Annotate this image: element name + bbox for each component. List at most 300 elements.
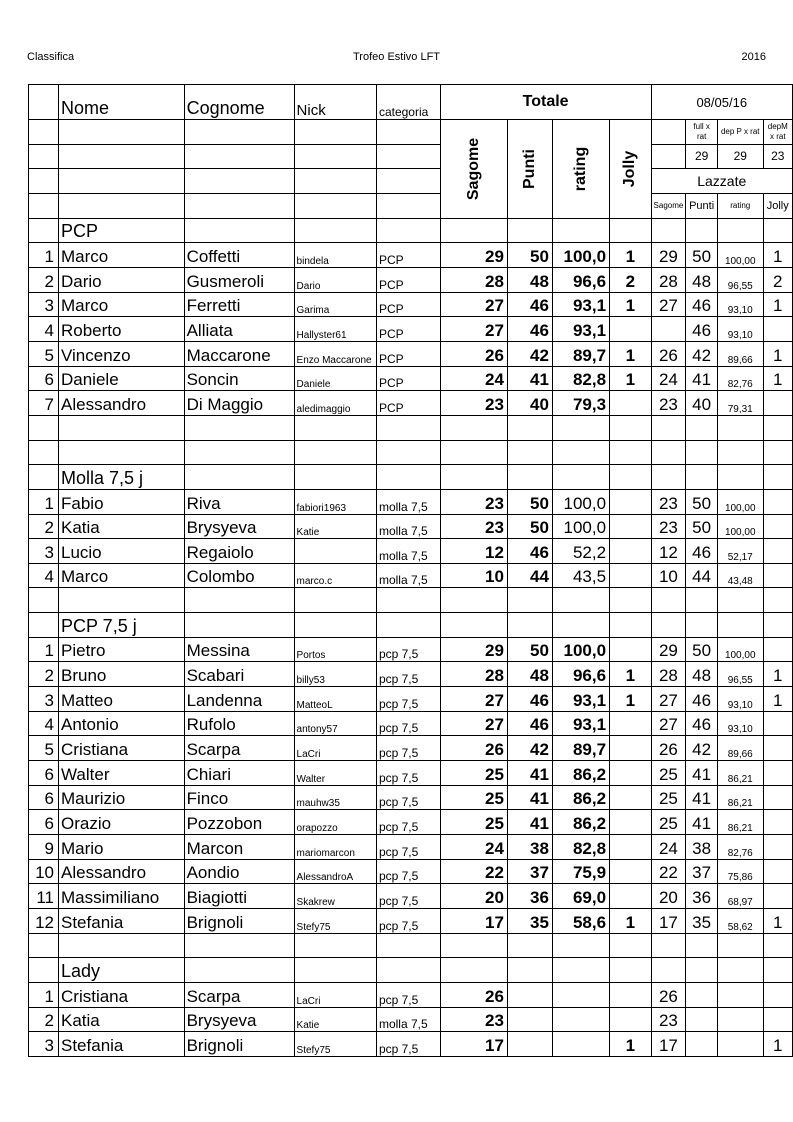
nick-cell: Stefy75 (294, 909, 376, 934)
sagome-cell: 29 (440, 637, 507, 662)
first-name-cell: Stefania (59, 1032, 185, 1057)
sub-punti: Punti (686, 193, 718, 218)
rating-cell: 96,6 (552, 662, 609, 687)
rating-cell: 100,0 (552, 514, 609, 539)
event-sagome-cell: 27 (651, 687, 686, 712)
event-rating-cell: 89,66 (717, 341, 763, 366)
empty-cell (294, 588, 376, 613)
event-rating-cell: 100,00 (717, 243, 763, 268)
event-sagome-cell: 23 (651, 514, 686, 539)
event-punti-cell (686, 982, 718, 1007)
punti-cell: 46 (507, 317, 552, 342)
first-name-cell: Massimiliano (59, 884, 185, 909)
empty-cell (651, 415, 686, 440)
event-jolly-cell (763, 563, 792, 588)
event-rating-cell: 82,76 (717, 366, 763, 391)
sagome-cell: 28 (440, 662, 507, 687)
jolly-cell (610, 859, 651, 884)
first-name-cell: Walter (59, 761, 185, 786)
first-name-cell: Katia (59, 1007, 185, 1032)
event-sagome-cell: 26 (651, 341, 686, 366)
max-depp: 29 (717, 144, 763, 169)
last-name-cell: Scarpa (184, 982, 294, 1007)
sagome-cell: 26 (440, 341, 507, 366)
jolly-cell (610, 785, 651, 810)
punti-cell: 37 (507, 859, 552, 884)
col-categoria: categoria (376, 85, 440, 120)
category-cell: pcp 7,5 (376, 810, 440, 835)
first-name-cell: Vincenzo (59, 341, 185, 366)
event-sagome-cell: 23 (651, 1007, 686, 1032)
rank-cell: 6 (29, 810, 59, 835)
sub-jolly: Jolly (763, 193, 792, 218)
table-row (29, 884, 793, 909)
empty-cell (59, 933, 185, 958)
sagome-cell: 23 (440, 514, 507, 539)
event-jolly-cell: 1 (763, 292, 792, 317)
rating-cell: 93,1 (552, 292, 609, 317)
header-row-4 (29, 169, 793, 194)
empty-cell (610, 218, 651, 243)
last-name-cell: Marcon (184, 835, 294, 860)
empty-cell (651, 613, 686, 638)
punti-cell: 41 (507, 761, 552, 786)
empty-cell (552, 588, 609, 613)
table-row (29, 341, 793, 366)
empty-cell (763, 440, 792, 465)
nick-cell: LaCri (294, 982, 376, 1007)
event-punti-cell: 48 (686, 662, 718, 687)
table-row (29, 711, 793, 736)
empty-cell (184, 613, 294, 638)
first-name-cell: Stefania (59, 909, 185, 934)
nick-cell: Katie (294, 1007, 376, 1032)
empty-cell (717, 218, 763, 243)
event-rating-cell: 93,10 (717, 292, 763, 317)
event-punti-cell: 44 (686, 563, 718, 588)
sagome-cell: 23 (440, 1007, 507, 1032)
empty-cell (440, 218, 507, 243)
first-name-cell: Marco (59, 563, 185, 588)
jolly-cell: 1 (610, 662, 651, 687)
table-row (29, 317, 793, 342)
last-name-cell: Scarpa (184, 736, 294, 761)
table-row (29, 810, 793, 835)
sagome-cell: 28 (440, 267, 507, 292)
blank-row (29, 588, 793, 613)
last-name-cell: Scabari (184, 662, 294, 687)
category-cell: pcp 7,5 (376, 736, 440, 761)
empty-cell (610, 933, 651, 958)
event-jolly-cell (763, 514, 792, 539)
table-row (29, 736, 793, 761)
jolly-cell (610, 563, 651, 588)
rank-cell: 2 (29, 1007, 59, 1032)
rating-cell (552, 982, 609, 1007)
punti-cell: 46 (507, 687, 552, 712)
event-jolly-cell: 1 (763, 366, 792, 391)
last-name-cell: Landenna (184, 687, 294, 712)
first-name-cell: Cristiana (59, 736, 185, 761)
first-name-cell: Maurizio (59, 785, 185, 810)
jolly-cell (610, 1007, 651, 1032)
rating-cell: 100,0 (552, 243, 609, 268)
event-sagome-cell: 25 (651, 761, 686, 786)
table-row (29, 563, 793, 588)
event-jolly-cell: 1 (763, 662, 792, 687)
first-name-cell: Dario (59, 267, 185, 292)
last-name-cell: Gusmeroli (184, 267, 294, 292)
event-jolly-cell: 1 (763, 1032, 792, 1057)
last-name-cell: Regaiolo (184, 539, 294, 564)
category-cell: PCP (376, 267, 440, 292)
nick-cell: fabiori1963 (294, 489, 376, 514)
event-punti-cell: 41 (686, 785, 718, 810)
event-punti-cell: 36 (686, 884, 718, 909)
jolly-cell: 1 (610, 292, 651, 317)
empty-cell (763, 588, 792, 613)
sagome-cell: 10 (440, 563, 507, 588)
last-name-cell: Rufolo (184, 711, 294, 736)
event-punti-cell: 35 (686, 909, 718, 934)
page-label: Classifica (27, 51, 75, 63)
nick-cell: Walter (294, 761, 376, 786)
punti-cell: 46 (507, 539, 552, 564)
section-title-row (29, 465, 793, 490)
empty-cell (507, 465, 552, 490)
empty-cell (610, 588, 651, 613)
jolly-cell: 1 (610, 1032, 651, 1057)
event-sagome-cell (651, 317, 686, 342)
nick-cell: Hallyster61 (294, 317, 376, 342)
first-name-cell: Marco (59, 292, 185, 317)
event-rating-cell: 43,48 (717, 563, 763, 588)
rating-cell (552, 1007, 609, 1032)
jolly-cell (610, 317, 651, 342)
rank-cell: 2 (29, 267, 59, 292)
empty-cell (610, 613, 651, 638)
event-rating-cell (717, 1007, 763, 1032)
last-name-cell: Coffetti (184, 243, 294, 268)
event-rating-cell: 82,76 (717, 835, 763, 860)
punti-cell: 41 (507, 366, 552, 391)
category-cell: pcp 7,5 (376, 637, 440, 662)
punti-cell (507, 1007, 552, 1032)
rank-cell: 6 (29, 761, 59, 786)
first-name-cell: Mario (59, 835, 185, 860)
event-jolly-cell (763, 982, 792, 1007)
nick-cell: MatteoL (294, 687, 376, 712)
rating-cell: 58,6 (552, 909, 609, 934)
ranking-table (28, 84, 793, 1057)
empty-cell (507, 588, 552, 613)
last-name-cell: Di Maggio (184, 391, 294, 416)
category-cell: pcp 7,5 (376, 711, 440, 736)
sagome-cell: 12 (440, 539, 507, 564)
empty-cell (717, 465, 763, 490)
event-rating-cell: 93,10 (717, 687, 763, 712)
col-totale: Totale (440, 85, 651, 120)
nick-cell: billy53 (294, 662, 376, 687)
category-cell: PCP (376, 292, 440, 317)
first-name-cell: Daniele (59, 366, 185, 391)
event-sagome-cell: 27 (651, 711, 686, 736)
document-title: Trofeo Estivo LFT (353, 51, 441, 63)
sub-rating: rating (717, 193, 763, 218)
empty-cell (29, 440, 59, 465)
first-name-cell: Matteo (59, 687, 185, 712)
jolly-cell (610, 539, 651, 564)
event-sagome-cell: 29 (651, 637, 686, 662)
empty-cell (651, 440, 686, 465)
punti-cell: 42 (507, 736, 552, 761)
rating-cell: 86,2 (552, 785, 609, 810)
empty-cell (29, 465, 59, 490)
empty-cell (717, 440, 763, 465)
first-name-cell: Katia (59, 514, 185, 539)
rating-cell: 43,5 (552, 563, 609, 588)
sagome-cell: 22 (440, 859, 507, 884)
col-nick: Nick (294, 85, 376, 120)
empty-cell (376, 958, 440, 983)
empty-cell (717, 933, 763, 958)
nick-cell: Daniele (294, 366, 376, 391)
empty-cell (440, 440, 507, 465)
jolly-cell: 1 (610, 909, 651, 934)
empty-cell (717, 415, 763, 440)
punti-cell: 41 (507, 810, 552, 835)
table-row (29, 514, 793, 539)
punti-cell (507, 1032, 552, 1057)
rating-cell: 86,2 (552, 810, 609, 835)
category-cell: pcp 7,5 (376, 982, 440, 1007)
punti-cell: 50 (507, 489, 552, 514)
nick-cell: Enzo Maccarone (294, 341, 376, 366)
nick-cell: Stefy75 (294, 1032, 376, 1057)
first-name-cell: Antonio (59, 711, 185, 736)
event-rating-cell (717, 1032, 763, 1057)
event-rating-cell: 68,97 (717, 884, 763, 909)
event-jolly-cell: 1 (763, 687, 792, 712)
jolly-cell (610, 637, 651, 662)
event-rating-cell: 75,86 (717, 859, 763, 884)
jolly-cell (610, 835, 651, 860)
nick-cell: Garima (294, 292, 376, 317)
first-name-cell: Cristiana (59, 982, 185, 1007)
rating-cell: 89,7 (552, 736, 609, 761)
sagome-cell: 26 (440, 736, 507, 761)
last-name-cell: Brysyeva (184, 514, 294, 539)
empty-cell (552, 440, 609, 465)
rating-cell: 93,1 (552, 317, 609, 342)
event-rating-cell: 100,00 (717, 489, 763, 514)
event-jolly-cell (763, 391, 792, 416)
event-sagome-cell: 23 (651, 391, 686, 416)
nick-cell: marco.c (294, 563, 376, 588)
max-depm: 23 (763, 144, 792, 169)
last-name-cell: Brignoli (184, 1032, 294, 1057)
sagome-cell: 24 (440, 835, 507, 860)
year-label: 2016 (741, 51, 766, 63)
empty-cell (184, 588, 294, 613)
table-row (29, 1032, 793, 1057)
empty-cell (294, 415, 376, 440)
table-row (29, 292, 793, 317)
rank-cell: 4 (29, 711, 59, 736)
rating-cell: 86,2 (552, 761, 609, 786)
rank-cell: 4 (29, 563, 59, 588)
jolly-cell (610, 489, 651, 514)
col-rating: rating (552, 120, 609, 219)
event-punti-cell: 46 (686, 539, 718, 564)
empty-cell (440, 958, 507, 983)
category-cell: molla 7,5 (376, 539, 440, 564)
jolly-cell: 1 (610, 341, 651, 366)
event-rating-cell: 79,31 (717, 391, 763, 416)
empty-cell (686, 958, 718, 983)
nick-cell: mauhw35 (294, 785, 376, 810)
category-cell: pcp 7,5 (376, 859, 440, 884)
col-nome: Nome (59, 85, 185, 120)
sagome-cell: 27 (440, 292, 507, 317)
rating-cell: 93,1 (552, 687, 609, 712)
table-row (29, 637, 793, 662)
section-title: PCP 7,5 j (59, 613, 185, 638)
rating-cell: 79,3 (552, 391, 609, 416)
first-name-cell: Pietro (59, 637, 185, 662)
last-name-cell: Finco (184, 785, 294, 810)
empty-cell (763, 415, 792, 440)
event-sagome-cell: 22 (651, 859, 686, 884)
empty-cell (440, 613, 507, 638)
empty-cell (29, 415, 59, 440)
section-title-row (29, 958, 793, 983)
punti-cell: 36 (507, 884, 552, 909)
last-name-cell: Alliata (184, 317, 294, 342)
rank-cell: 3 (29, 539, 59, 564)
empty-cell (29, 613, 59, 638)
punti-cell: 38 (507, 835, 552, 860)
event-rating-cell: 86,21 (717, 810, 763, 835)
rating-cell: 69,0 (552, 884, 609, 909)
empty-cell (507, 218, 552, 243)
nick-cell: Dario (294, 267, 376, 292)
empty-cell (294, 958, 376, 983)
jolly-cell (610, 514, 651, 539)
category-cell: pcp 7,5 (376, 909, 440, 934)
empty-cell (763, 613, 792, 638)
rank-cell: 12 (29, 909, 59, 934)
max-full: 29 (686, 144, 718, 169)
event-sagome-cell: 24 (651, 835, 686, 860)
empty-cell (507, 415, 552, 440)
punti-cell: 50 (507, 514, 552, 539)
rank-cell: 1 (29, 243, 59, 268)
empty-cell (29, 588, 59, 613)
empty-cell (686, 465, 718, 490)
punti-cell (507, 982, 552, 1007)
header-row (29, 85, 793, 120)
rank-cell: 3 (29, 687, 59, 712)
empty-cell (552, 218, 609, 243)
category-cell: pcp 7,5 (376, 761, 440, 786)
category-cell: pcp 7,5 (376, 662, 440, 687)
nick-cell: aledimaggio (294, 391, 376, 416)
sagome-cell: 25 (440, 810, 507, 835)
table-row (29, 909, 793, 934)
empty-cell (184, 958, 294, 983)
empty-cell (651, 218, 686, 243)
jolly-cell (610, 711, 651, 736)
first-name-cell: Alessandro (59, 859, 185, 884)
sagome-cell: 23 (440, 489, 507, 514)
section-title: Molla 7,5 j (59, 465, 185, 490)
empty-cell (552, 613, 609, 638)
sagome-cell: 17 (440, 909, 507, 934)
nick-cell: bindela (294, 243, 376, 268)
first-name-cell: Marco (59, 243, 185, 268)
empty-cell (59, 440, 185, 465)
rank-cell: 5 (29, 341, 59, 366)
event-punti-cell: 42 (686, 341, 718, 366)
empty-cell (184, 440, 294, 465)
empty-cell (610, 465, 651, 490)
empty-cell (763, 465, 792, 490)
punti-cell: 46 (507, 711, 552, 736)
empty-cell (440, 933, 507, 958)
event-sagome-cell: 28 (651, 267, 686, 292)
empty-cell (184, 218, 294, 243)
event-rating-cell: 93,10 (717, 317, 763, 342)
table-row (29, 859, 793, 884)
nick-cell (294, 539, 376, 564)
event-jolly-cell (763, 539, 792, 564)
empty-cell (184, 415, 294, 440)
category-cell: pcp 7,5 (376, 785, 440, 810)
section-title-row (29, 613, 793, 638)
rating-cell: 82,8 (552, 835, 609, 860)
event-jolly-cell: 2 (763, 267, 792, 292)
blank-row (29, 415, 793, 440)
empty-cell (651, 958, 686, 983)
nick-cell: Skakrew (294, 884, 376, 909)
nick-cell: orapozzo (294, 810, 376, 835)
event-punti-cell: 50 (686, 243, 718, 268)
last-name-cell: Ferretti (184, 292, 294, 317)
category-cell: pcp 7,5 (376, 835, 440, 860)
header-row-2 (29, 120, 793, 145)
venue: Lazzate (651, 169, 792, 194)
event-sagome-cell: 17 (651, 909, 686, 934)
punti-cell: 44 (507, 563, 552, 588)
category-cell: PCP (376, 391, 440, 416)
rating-cell: 75,9 (552, 859, 609, 884)
rating-cell: 89,7 (552, 341, 609, 366)
table-row (29, 489, 793, 514)
empty-cell (686, 440, 718, 465)
jolly-cell (610, 391, 651, 416)
last-name-cell: Messina (184, 637, 294, 662)
event-rating-cell: 52,17 (717, 539, 763, 564)
category-cell: PCP (376, 366, 440, 391)
event-rating-cell: 93,10 (717, 711, 763, 736)
empty-cell (507, 440, 552, 465)
last-name-cell: Aondio (184, 859, 294, 884)
last-name-cell: Pozzobon (184, 810, 294, 835)
nick-cell: Katie (294, 514, 376, 539)
sagome-cell: 17 (440, 1032, 507, 1057)
col-depp: dep P x rat (717, 120, 763, 145)
